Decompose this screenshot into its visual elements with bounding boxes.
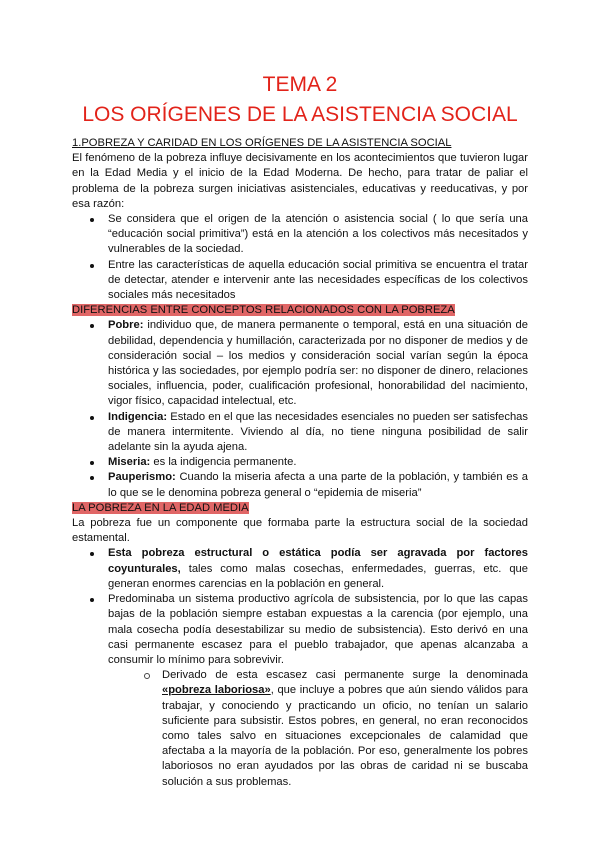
list-item: Se considera que el origen de la atención o asistencia social ( lo que sería una “educación social primitiva”) está en la atención a los colectivos más necesitados y vulnerables de la sociedad.: [72, 212, 528, 258]
list-item: [72, 470, 528, 500]
sub-bullet-list: [72, 668, 528, 790]
definition: Estado en el que las necesidades esenciales no pueden ser satisfechas de manera intermitente. Viviendo al día, no tiene ninguna posibilidad de salir adelante sin la ayuda ajena.: [108, 410, 528, 454]
bullet-list: [72, 212, 528, 303]
list-item: [72, 455, 528, 470]
document-title: [72, 70, 528, 130]
bullet-list: [72, 546, 528, 668]
highlighted-heading: DIFERENCIAS ENTRE CONCEPTOS RELACIONADOS CON LA POBREZA: [72, 304, 455, 317]
list-item: Predominaba un sistema productivo agrícola de subsistencia, por lo que las capas bajas de la población siempre estaban expuestas a la carencia (por ejemplo, una mala cosecha podía desestabilizar su medio de subsistencia). Esto derivó en una casi permanente escasez para el pueblo trabajador, que apenas alcanzaba a consumir lo mínimo para sobrevivir.: [72, 592, 528, 668]
list-item: Entre las características de aquella educación social primitiva se encuentra el tratar de detectar, atender e intervenir ante las necesidades específicas de los colectivos sociales más necesitados: [72, 258, 528, 304]
list-item: [72, 410, 528, 456]
paragraph: El fenómeno de la pobreza influye decisivamente en los acontecimientos que tuvieron lugar en la Edad Media y el inicio de la Edad Moderna. De hecho, para tratar de paliar el problema de la pobreza surgen iniciativas asistenciales, educativas y reeducativas, y por esa razón:: [72, 152, 528, 210]
definition: Cuando la miseria afecta a una parte de la población, y también es a lo que se le denomina pobreza general o “epidemia de miseria”: [108, 471, 528, 499]
sub-list-item: [72, 668, 528, 790]
list-item: [72, 546, 528, 592]
term: Indigencia:: [108, 410, 168, 423]
term: Pauperismo:: [108, 471, 176, 484]
term: Pobre:: [108, 319, 144, 332]
text: , que incluye a pobres que aún siendo válidos para trabajar, y conociendo y practicando un oficio, no tenían un salario suficiente para subsistir. Estos pobres, en general, no eran reconocidos como tales salvo en situaciones excepcionales de calamidad que afectaba a la mayoría de la población. Por eso, generalmente los pobres laboriosos no eran ayudados por las obras de caridad ni se buscaba solución a sus problemas.: [162, 684, 528, 788]
document-page: [72, 70, 528, 790]
section-heading: 1.POBREZA Y CARIDAD EN LOS ORÍGENES DE LA ASISTENCIA SOCIAL: [72, 137, 452, 149]
underlined-term: «pobreza laboriosa»: [162, 684, 271, 697]
bold-text: Esta pobreza estructural o estática podía ser agravada por factores coyunturales,: [108, 547, 528, 575]
highlighted-heading: LA POBREZA EN LA EDAD MEDIA: [72, 501, 249, 514]
title-line-2: LOS ORÍGENES DE LA ASISTENCIA SOCIAL: [82, 103, 518, 126]
definition-list: [72, 318, 528, 500]
paragraph: La pobreza fue un componente que formaba parte la estructura social de la sociedad estamental.: [72, 517, 528, 545]
text: tales como malas cosechas, enfermedades, guerras, etc. que generan enormes carencias en la población en general.: [108, 562, 528, 590]
definition: individuo que, de manera permanente o temporal, está en una situación de debilidad, dependencia y humillación, caracterizada por no disponer de medios y de consideración social – los medios y consideración social varían según la época histórica y las sociedades, por ejemplo podría ser: no disponer de dinero, relaciones sociales, influencia, poder, cualificación profesional, honorabilidad del nacimiento, vigor físico, capacidad intelectual, etc.: [108, 319, 528, 408]
text: Derivado de esta escasez casi permanente surge la denominada: [162, 669, 528, 682]
definition: es la indigencia permanente.: [150, 456, 297, 469]
list-item: [72, 318, 528, 409]
title-line-1: TEMA 2: [262, 73, 338, 96]
term: Miseria:: [108, 456, 151, 469]
